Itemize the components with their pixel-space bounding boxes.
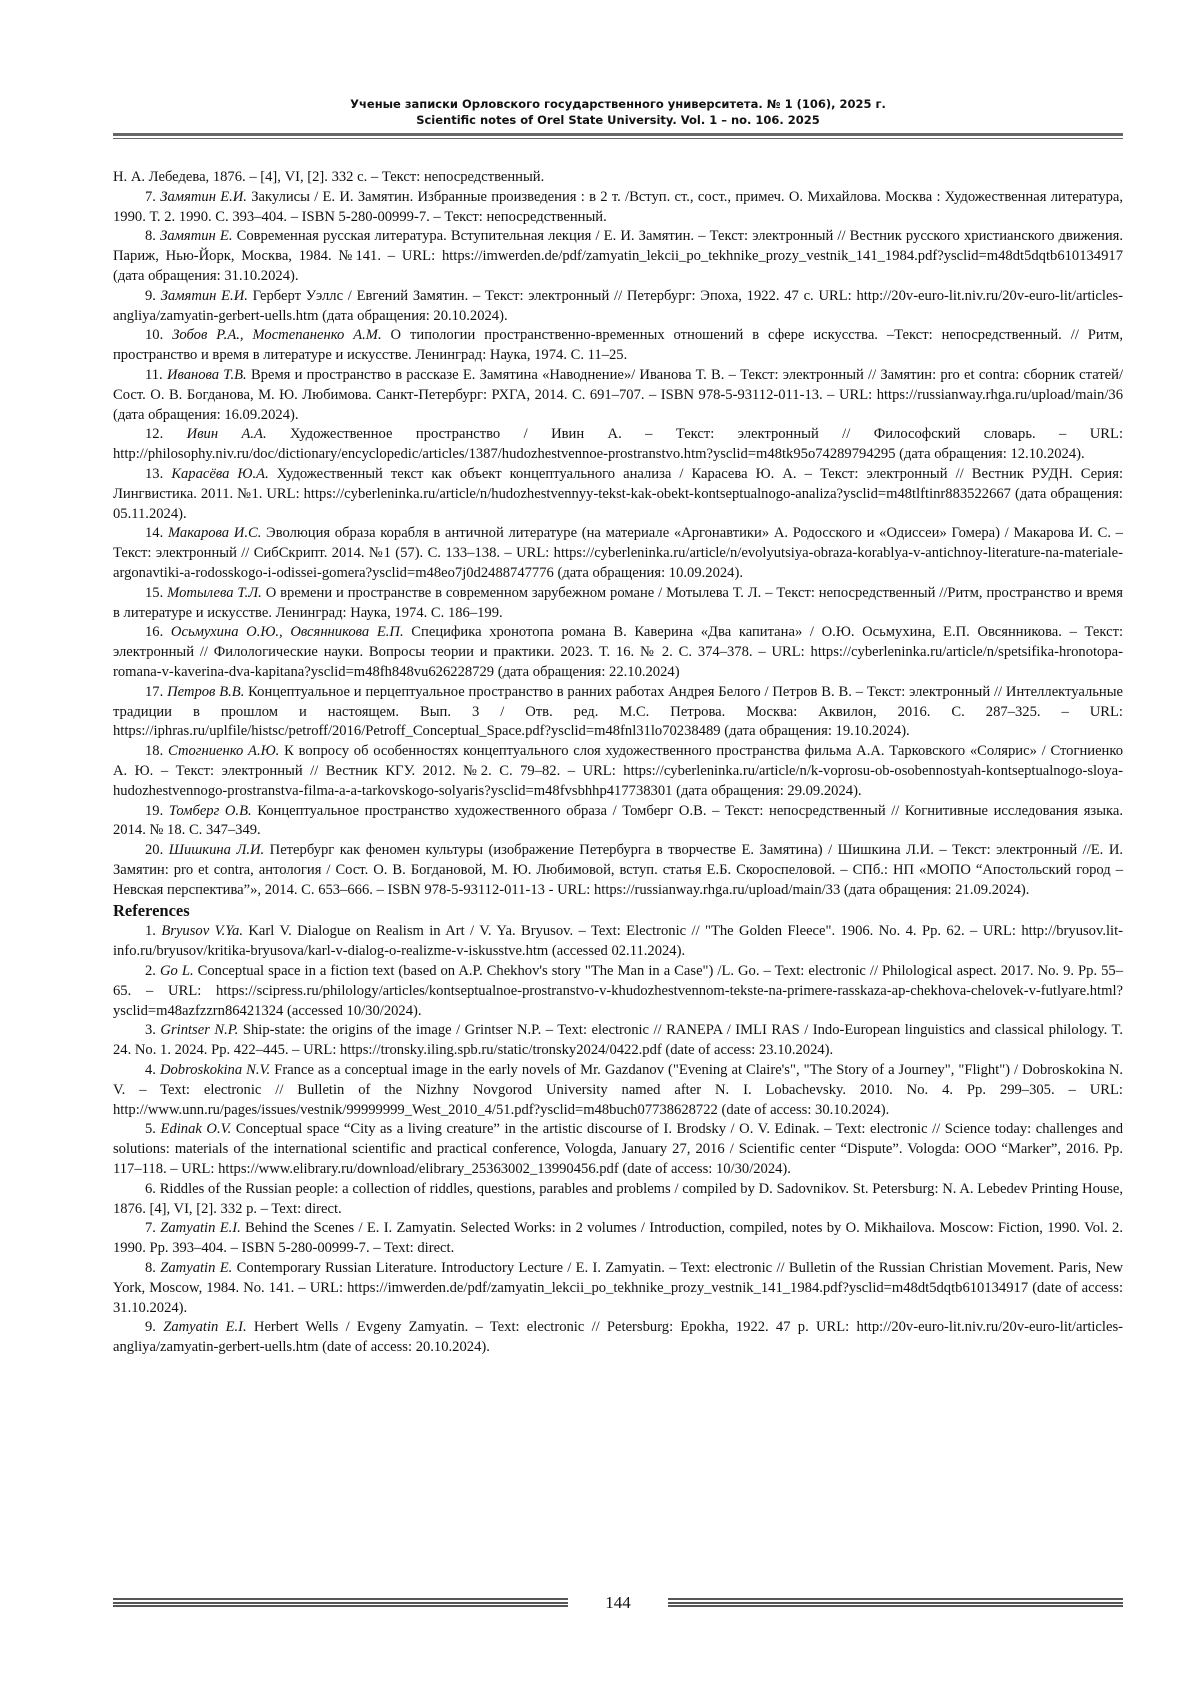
reference-author: Томберг О.В. — [168, 802, 252, 819]
reference-number: 20. — [145, 842, 164, 859]
reference-item — [113, 1219, 1123, 1259]
reference-number: 2. — [145, 963, 156, 980]
reference-item — [113, 922, 1123, 962]
reference-text: Герберт Уэллс / Евгений Замятин. – Текст: электронный // Петербург: Эпоха, 1922. 47 с. URL: http://20v-euro-lit.niv.ru/20v-euro-lit/articles-angliya/zamyatin-gerbert-uells.htm (дата обращения: 20.10.2024). — [113, 287, 1123, 324]
page-number: 144 — [605, 1593, 631, 1612]
reference-text: Специфика хронотопа романа В. Каверина «Два капитана» / О.Ю. Осьмухина, Е.П. Овсянникова. – Текст: электронный // Филологические науки. Вопросы теории и практики. 2023. Т. 16. № 2. С. 374–378. – URL: https://cyberleninka.ru/article/n/spetsifika-hronotopa-romana-v-kaverina-dva-kapitana?ysclid=m48fh848vu626228729 (дата обращения: 22.10.2024) — [113, 624, 1124, 680]
reference-author: Замятин Е.И. — [160, 188, 247, 205]
reference-number: 3. — [145, 1022, 156, 1039]
reference-author: Шишкина Л.И. — [168, 842, 265, 859]
reference-number: 17. — [145, 683, 164, 700]
reference-author: Go L. — [159, 963, 194, 980]
reference-item — [113, 1061, 1123, 1120]
reference-author: Zamyatin E. — [160, 1260, 233, 1277]
reference-text: Riddles of the Russian people: a collection of riddles, questions, parables and problems / compiled by D. Sadovnikov. St. Petersburg: N. A. Lebedev Printing House, 1876. [4], VI, [2]. 332 p. – Text: direct. — [113, 1180, 1123, 1217]
reference-text: О типологии пространственно-временных отношений в сфере искусства. –Текст: непосредственный. // Ритм, пространство и время в литературе и искусстве. Ленинград: Наука, 1974. С. 11–25. — [113, 327, 1123, 364]
reference-item — [113, 841, 1123, 900]
reference-number: 13. — [145, 465, 164, 482]
reference-number: 18. — [145, 743, 164, 760]
reference-author: Стогниенко А.Ю. — [168, 743, 280, 760]
header-line-en: Scientific notes of Orel State University. Vol. 1 – no. 106. 2025 — [416, 113, 820, 127]
reference-number: 12. — [145, 426, 164, 443]
reference-author: Ивин А.А. — [186, 426, 267, 443]
reference-item — [113, 1021, 1123, 1061]
reference-number: 9. — [145, 1319, 156, 1336]
reference-item — [113, 802, 1123, 842]
reference-text: Herbert Wells / Evgeny Zamyatin. – Text: electronic // Petersburg: Epokha, 1922. 47 p. URL: http://20v-euro-lit.niv.ru/20v-euro-lit/articles-angliya/zamyatin-gerbert-uells.htm (date of access: 20.10.2024). — [113, 1319, 1123, 1356]
reference-item — [113, 287, 1123, 327]
reference-item — [113, 1120, 1123, 1179]
reference-item — [113, 683, 1123, 742]
reference-number: 4. — [145, 1062, 156, 1079]
reference-number: 8. — [145, 228, 156, 245]
reference-author: Петров В.В. — [167, 683, 245, 700]
reference-item — [113, 425, 1123, 465]
reference-author: Мотылева Т.Л. — [167, 584, 262, 601]
reference-text: Художественный текст как объект концептуального анализа / Карасева Ю. А. – Текст: электронный // Вестник РУДН. Серия: Лингвистика. 2011. №1. URL: https://cyberleninka.ru/article/n/hudozhestvennyy-tekst-kak-obekt-kontseptualnogo-analiza?ysclid=m48tlftinr883522667 (дата обращения: 05.11.2024). — [113, 465, 1123, 522]
reference-item — [113, 1318, 1123, 1358]
reference-author: Зобов Р.А., Мостепаненко А.М. — [172, 327, 382, 344]
reference-item — [113, 742, 1123, 801]
reference-number: 7. — [145, 188, 156, 205]
footer-rule-right — [668, 1598, 1123, 1607]
reference-text: Время и пространство в рассказе Е. Замятина «Наводнение»/ Иванова Т. В. – Текст: электронный // Замятин: pro et contra: сборник статей/Сост. О. В. Богданова, М. Ю. Любимова. Санкт-Петербург: РХГА, 2014. С. 691–707. – ISBN 978-5-93112-011-13. – URL: https://russianway.rhga.ru/upload/main/36 (дата обращения: 16.09.2024). — [113, 366, 1124, 423]
reference-text: О времени и пространстве в современном зарубежном романе / Мотылева Т. Л. – Текст: непосредственный //Ритм, пространство и время в литературе и искусстве. Ленинград: Наука, 1974. С. 186–199. — [113, 584, 1123, 621]
reference-item — [113, 465, 1123, 524]
reference-author: Zamyatin E.I. — [163, 1319, 247, 1336]
reference-author: Dobroskokina N.V. — [159, 1062, 271, 1079]
reference-text: Закулисы / Е. И. Замятин. Избранные произведения : в 2 т. /Вступ. ст., сост., примеч. О. Михайлова. Москва : Художественная литература, 1990. Т. 2. 1990. С. 393–404. – ISBN 5-280-00999-7. – Текст: непосредственный. — [113, 188, 1123, 225]
reference-number: 7. — [145, 1220, 156, 1237]
reference-text: Conceptual space “City as a living creature” in the artistic discourse of I. Brodsky / O. V. Edinak. – Text: electronic // Science today: challenges and solutions: materials of the international scientific and practical conference, Vologda, January 27, 2016 / Scientific center “Dispute”. Vologda: OOO “Marker”, 2016. Pp. 117–118. – URL: https://www.elibrary.ru/download/elibrary_25363002_13990456.pdf (date of access: 10/30/2024). — [113, 1121, 1123, 1178]
reference-item — [113, 366, 1123, 425]
reference-author: Bryusov V.Ya. — [161, 923, 243, 940]
reference-number: 14. — [145, 525, 164, 542]
reference-item — [113, 623, 1123, 682]
reference-number: 1. — [145, 923, 156, 940]
reference-text: Концептуальное и перцептуальное пространство в ранних работах Андрея Белого / Петров В. В. – Текст: электронный // Интеллектуальные традиции в прошлом и настоящем. Вып. 3 / Отв. ред. М.С. Петрова. Москва: Аквилон, 2016. С. 287–325. – URL: https://iphras.ru/uplfile/histsc/petroff/2016/Petroff_Conceptual_Space.pdf?ysclid=m48fnl31lo70238489 (дата обращения: 19.10.2024). — [113, 683, 1123, 740]
reference-number: 6. — [145, 1180, 156, 1197]
reference-number: 19. — [145, 802, 164, 819]
reference-text: Петербург как феномен культуры (изображение Петербурга в творчестве Е. Замятина) / Шишкина Л.И. – Текст: электронный //Е. И. Замятин: pro et contra, антология / Сост. О. В. Богдановой, М. Ю. Любимовой, вступ. статья Е.Б. Скороспеловой. – СПб.: НП «МОПО “Апостольский город – Невская перспектива”», 2014. С. 653–666. – ISBN 978-5-93112-011-13 - URL: https://russianway.rhga.ru/upload/main/33 (дата обращения: 21.09.2024). — [113, 842, 1124, 898]
reference-author: Осьмухина О.Ю., Овсянникова Е.П. — [170, 624, 404, 641]
reference-item — [113, 326, 1123, 366]
reference-text: Концептуальное пространство художественного образа / Томберг О.В. – Текст: непосредственный // Когнитивные исследования языка. 2014. № 18. С. 347–349. — [113, 802, 1123, 839]
reference-number: 10. — [145, 327, 164, 344]
reference-text: Behind the Scenes / E. I. Zamyatin. Selected Works: in 2 volumes / Introduction, compiled, notes by O. Mikhailova. Moscow: Fiction, 1990. Vol. 2. 1990. Pp. 393–404. – ISBN 5-280-00999-7. – Text: direct. — [113, 1220, 1124, 1257]
header-line-ru: Ученые записки Орловского государственного университета. № 1 (106), 2025 г. — [350, 97, 886, 111]
reference-number: 16. — [145, 624, 164, 641]
reference-text: Ship-state: the origins of the image / Grintser N.P. – Text: electronic // RANEPA / IMLI RAS / Indo-European linguistics and classical philology. T. 24. No. 1. 2024. Pp. 422–445. – URL: https://tronsky.iling.spb.ru/static/tronsky2024/0422.pdf (date of access: 23.10.2024). — [113, 1022, 1123, 1059]
reference-author: Карасёва Ю.А. — [171, 465, 269, 482]
reference-text: Karl V. Dialogue on Realism in Art / V. Ya. Bryusov. – Text: Electronic // "The Golden Fleece". 1906. No. 4. Pp. 62. – URL: http://bryusov.lit-info.ru/bryusov/kritika-bryusova/karl-v-dialog-o-realizme-v-iskusstve.htm (accessed 02.11.2024). — [113, 923, 1123, 960]
reference-text: К вопросу об особенностях концептуального слоя художественного пространства фильма А.А. Тарковского «Солярис» / Стогниенко А. Ю. – Текст: электронный // Вестник КГУ. 2012. №2. С. 79–82. – URL: https://cyberleninka.ru/article/n/k-voprosu-ob-osobennostyah-kontseptualnogo-sloya-hudozhestvennogo-prostranstva-filma-a-a-tarkovskogo-solyaris?ysclid=m48fvsbhhp417738301 (дата обращения: 29.09.2024). — [113, 743, 1123, 799]
reference-text: Современная русская литература. Вступительная лекция / Е. И. Замятин. – Текст: электронный // Вестник русского христианского движения. Париж, Нью-Йорк, Москва, 1984. №141. – URL: https://imwerden.de/pdf/zamyatin_lekcii_po_tekhnike_prozy_vestnik_141_1984.pdf?ysclid=m48dt5dqtb610134917 (дата обращения: 31.10.2024). — [113, 228, 1123, 284]
reference-text: Conceptual space in a fiction text (based on A.P. Chekhov's story "The Man in a Case") /L. Go. – Text: electronic // Philological aspect. 2017. No. 9. Pp. 55–65. – URL: https://scipress.ru/philology/articles/kontseptualnoe-prostranstvo-v-khudozhestvennom-tekste-na-primere-rasskaza-ap-chekhova-chelovek-v-futlyare.html?ysclid=m48azfzzrn86421324 (accessed 10/30/2024). — [113, 963, 1124, 1019]
reference-author: Zamyatin E.I. — [160, 1220, 241, 1237]
reference-number: 9. — [145, 287, 156, 304]
reference-text: Художественное пространство / Ивин А. – Текст: электронный // Философский словарь. – URL: http://philosophy.niv.ru/doc/dictionary/encyclopedic/articles/1387/hudozhestvennoe-prostranstvo.htm?ysclid=m48tk95o74289794295 (дата обращения: 12.10.2024). — [113, 426, 1123, 463]
reference-number: 15. — [145, 584, 164, 601]
page-footer — [113, 1591, 1123, 1615]
reference-text: Contemporary Russian Literature. Introductory Lecture / E. I. Zamyatin. – Text: electronic // Bulletin of the Russian Christian Movement. Paris, New York, Moscow, 1984. No. 141. – URL: https://imwerden.de/pdf/zamyatin_lekcii_po_tekhnike_prozy_vestnik_141_1984.pdf?ysclid=m48dt5dqtb610134917 (date of access: 31.10.2024). — [113, 1260, 1123, 1316]
references-heading: References — [113, 901, 190, 921]
reference-author: Макарова И.С. — [167, 525, 262, 542]
reference-number: 11. — [145, 366, 163, 383]
header-rule-thick — [113, 133, 1123, 136]
references-body — [113, 168, 1123, 1358]
page — [113, 0, 1123, 1698]
reference-item — [113, 584, 1123, 624]
reference-item — [113, 1180, 1123, 1220]
reference-text: Эволюция образа корабля в античной литературе (на материале «Аргонавтики» А. Родосского и «Одиссеи» Гомера) / Макарова И. С. – Текст: электронный // СибСкрипт. 2014. №1 (57). С. 133–138. – URL: https://cyberleninka.ru/article/n/evolyutsiya-obraza-korablya-v-antichnoy-literature-na-materiale-argonavtiki-a-rodosskogo-i-odissei-gomera?ysclid=m48eo7j0d2488747776 (дата обращения: 10.09.2024). — [113, 525, 1123, 581]
reference-text: France as a conceptual image in the early novels of Mr. Gazdanov ("Evening at Claire's", "The Story of a Journey", "Flight") / Dobroskokina N. V. – Text: electronic // Bulletin of the Nizhny Novgorod University named after N. I. Lobachevsky. 2010. No. 4. Pp. 299–305. – URL: http://www.unn.ru/pages/issues/vestnik/99999999_West_2010_4/51.pdf?ysclid=m48buch07738628722 (date of access: 30.10.2024). — [113, 1062, 1124, 1118]
reference-item — [113, 962, 1123, 1021]
reference-number: 8. — [145, 1260, 156, 1277]
reference-author: Замятин Е.И. — [160, 287, 248, 304]
reference-author: Grintser N.P. — [160, 1022, 239, 1039]
reference-item — [113, 1259, 1123, 1318]
reference-author: Иванова Т.В. — [166, 366, 247, 383]
reference-item — [113, 188, 1123, 228]
reference-item — [113, 227, 1123, 286]
journal-header — [113, 96, 1123, 128]
continuation-line: Н. А. Лебедева, 1876. – [4], VI, [2]. 332 с. – Текст: непосредственный. — [113, 169, 545, 185]
header-rule-thin — [113, 138, 1123, 139]
reference-number: 5. — [145, 1121, 156, 1138]
reference-author: Замятин Е. — [160, 228, 233, 245]
reference-author: Edinak O.V. — [160, 1121, 232, 1138]
en-reference-list — [113, 922, 1123, 1358]
ru-reference-list — [113, 188, 1123, 901]
reference-item — [113, 524, 1123, 583]
